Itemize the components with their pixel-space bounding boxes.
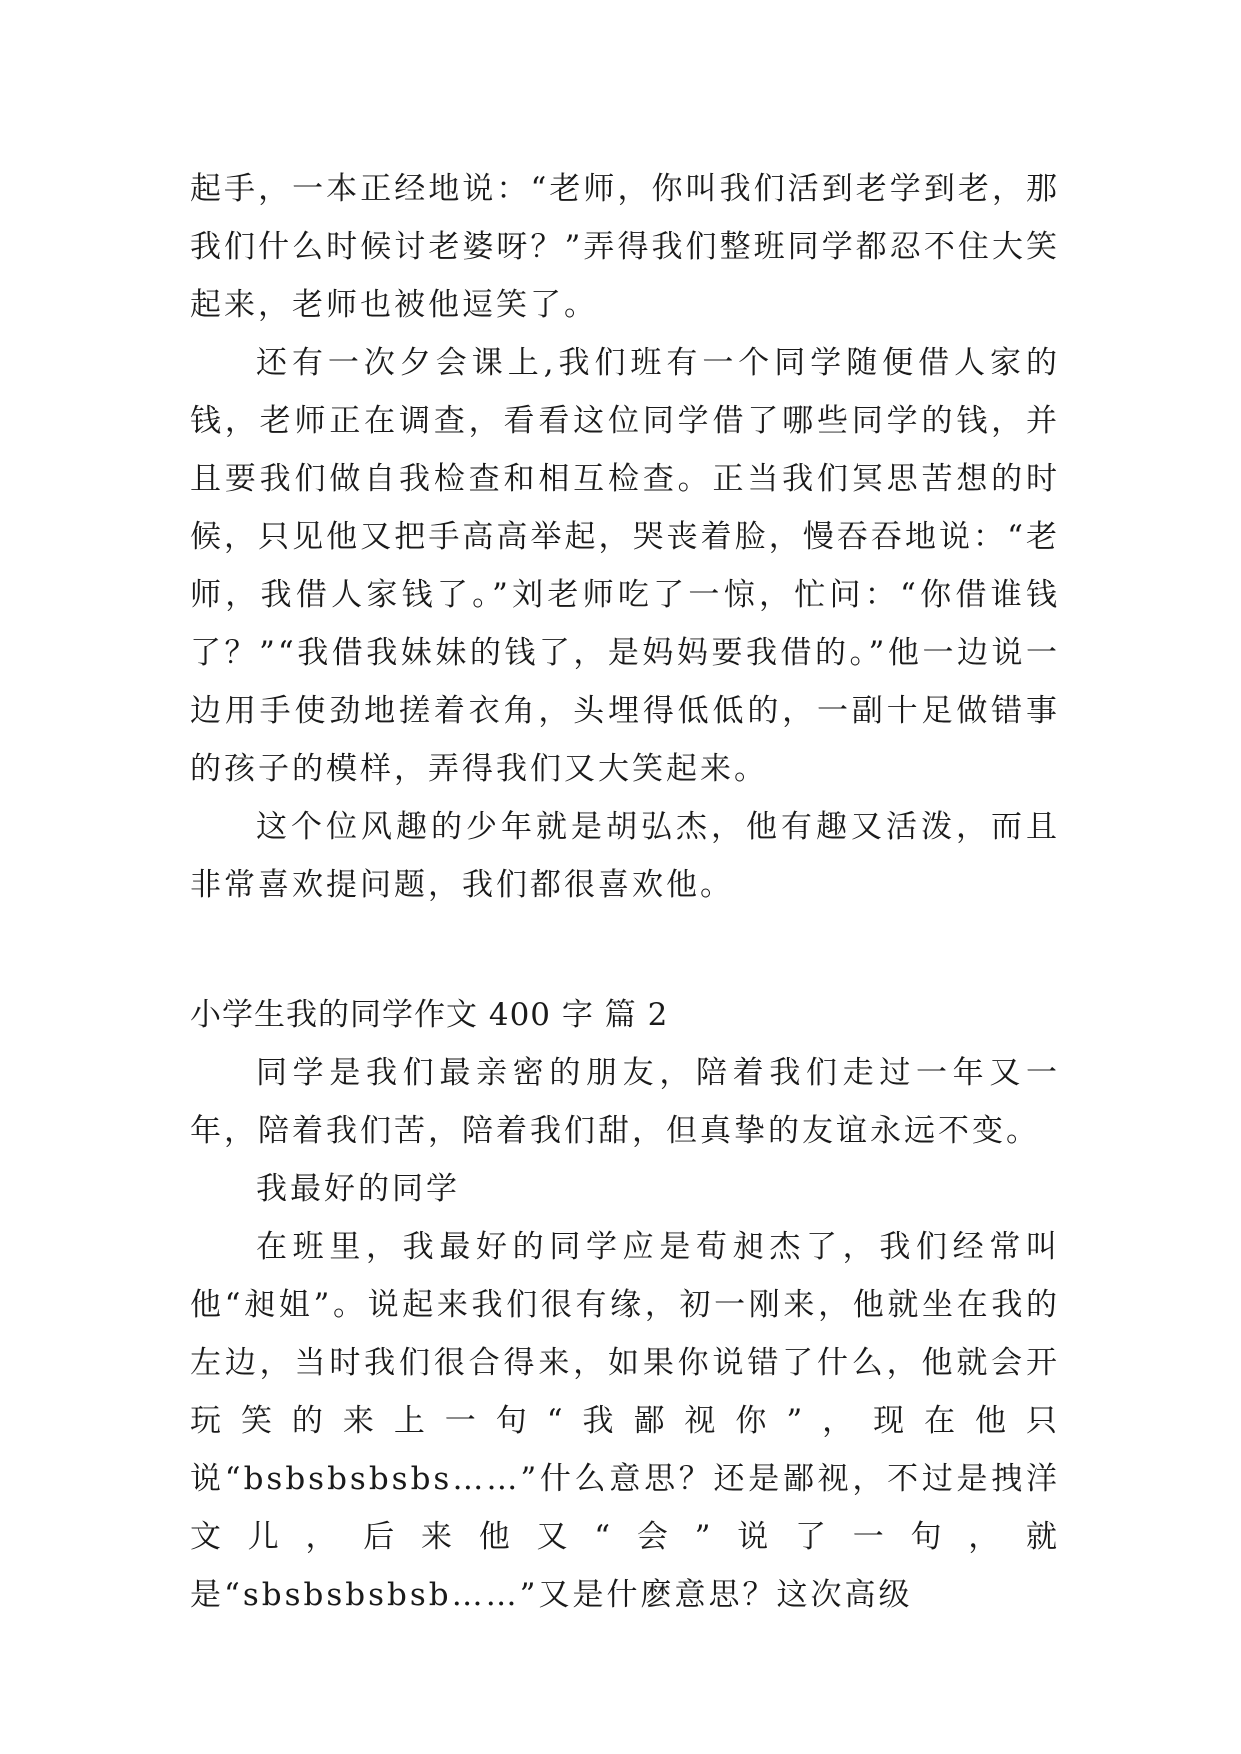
paragraph-conclusion: 这个位风趣的少年就是胡弘杰，他有趣又活泼，而且非常喜欢提问题，我们都很喜欢他。 [190,809,1060,903]
essay-subtitle: 我最好的同学 [256,1171,460,1207]
paragraph-intro: 同学是我们最亲密的朋友，陪着我们走过一年又一年，陪着我们苦，陪着我们甜，但真挚的友谊永远不变。 [190,1055,1060,1149]
section-heading: 小学生我的同学作文 400 字 篇 2 [190,997,669,1033]
paragraph-best-classmate: 在班里，我最好的同学应是荀昶杰了，我们经常叫他“昶姐”。说起来我们很有缘，初一刚来，他就坐在我的左边，当时我们很合得来，如果你说错了什么，他就会开玩笑的来上一句“我鄙视你”，现在他只说“bsbsbsbsbs……”什么意思？还是鄙视，不过是拽洋文儿，后来他又“会”说了一句，就是“sbsbsbsbsb……”又是什麽意思？这次高级 [190,1229,1060,1613]
paragraph-continuation: 起手，一本正经地说：“老师，你叫我们活到老学到老，那我们什么时候讨老婆呀？”弄得我们整班同学都忍不住大笑起来，老师也被他逗笑了。 [190,171,1060,323]
document-body [190,160,1060,1624]
paragraph-evening-class: 还有一次夕会课上,我们班有一个同学随便借人家的钱，老师正在调查，看看这位同学借了哪些同学的钱，并且要我们做自我检查和相互检查。正当我们冥思苦想的时候，只见他又把手高高举起，哭丧着脸，慢吞吞地说：“老师，我借人家钱了。”刘老师吃了一惊，忙问：“你借谁钱了？”“我借我妹妹的钱了，是妈妈要我借的。”他一边说一边用手使劲地搓着衣角，头埋得低低的，一副十足做错事的孩子的模样，弄得我们又大笑起来。 [190,345,1060,787]
